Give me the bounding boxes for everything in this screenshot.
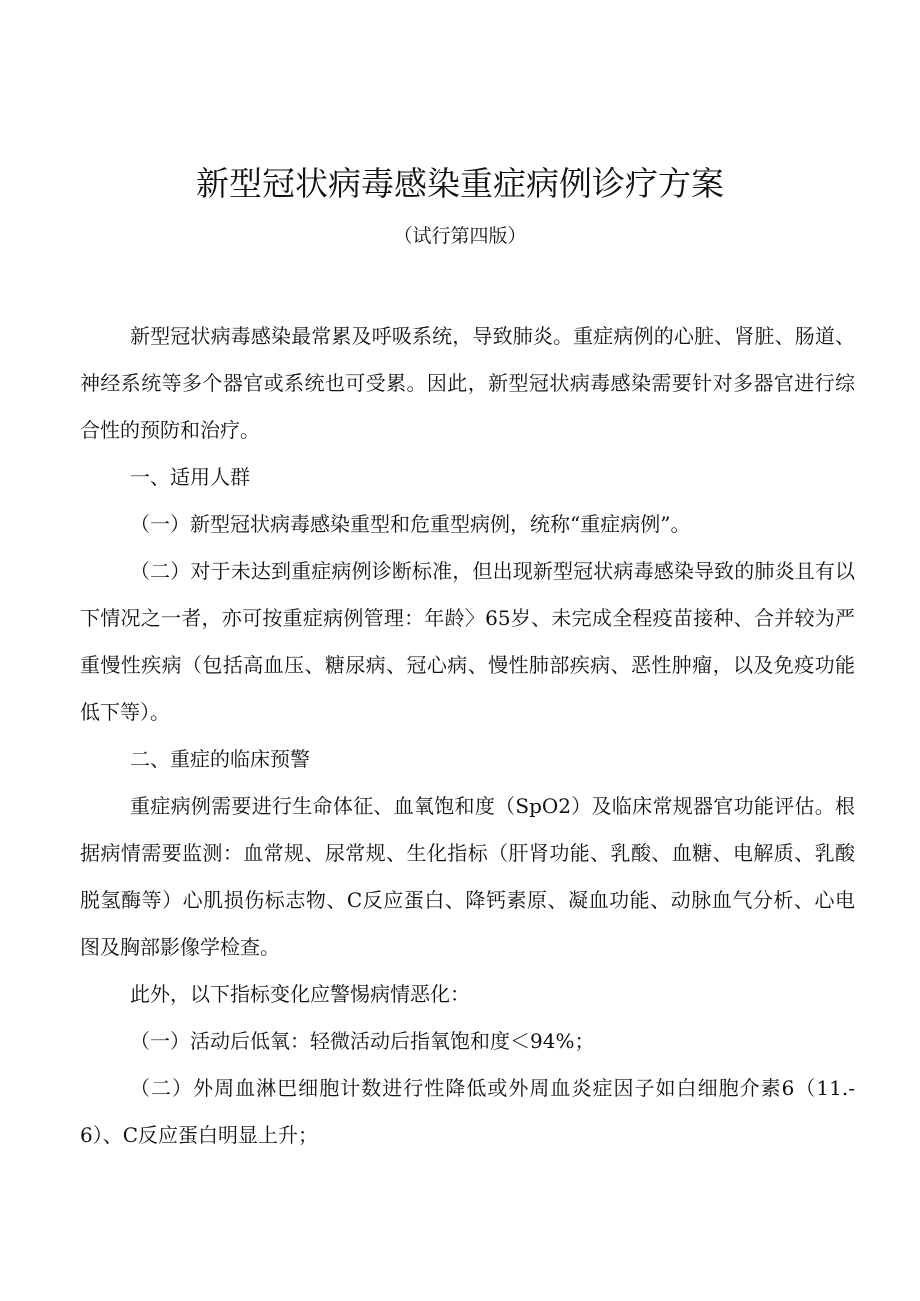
document-body <box>80 313 855 1159</box>
section-heading-clinical-warning: 二、重症的临床预警 <box>130 747 310 771</box>
paragraph-item-2-2: （二）外周血淋巴细胞计数进行性降低或外周血炎症因子如白细胞介素6（11.-6）、C反应蛋白明显上升； <box>80 1076 855 1147</box>
paragraph-intro: 新型冠状病毒感染最常累及呼吸系统，导致肺炎。重症病例的心脏、肾脏、肠道、神经系统等多个器官或系统也可受累。因此，新型冠状病毒感染需要针对多器官进行综合性的预防和治疗。 <box>80 324 855 442</box>
paragraph-warning-intro: 此外，以下指标变化应警惕病情恶化： <box>130 982 470 1006</box>
document-title: 新型冠状病毒感染重症病例诊疗方案 <box>196 164 724 203</box>
document-subtitle: （试行第四版） <box>393 225 527 247</box>
section-heading-applicable-population: 一、适用人群 <box>130 465 250 489</box>
paragraph-monitoring: 重症病例需要进行生命体征、血氧饱和度（SpO2）及临床常规器官功能评估。根据病情需要监测：血常规、尿常规、生化指标（肝肾功能、乳酸、血糖、电解质、乳酸脱氢酶等）心肌损伤标志物、C反应蛋白、降钙素原、凝血功能、动脉血气分析、心电图及胸部影像学检查。 <box>80 794 855 959</box>
paragraph-item-1-1: （一）新型冠状病毒感染重型和危重型病例，统称“重症病例”。 <box>130 512 691 536</box>
paragraph-item-2-1: （一）活动后低氧：轻微活动后指氧饱和度＜94%； <box>130 1029 595 1053</box>
paragraph-item-1-2: （二）对于未达到重症病例诊断标准，但出现新型冠状病毒感染导致的肺炎且有以下情况之一者，亦可按重症病例管理：年龄〉65岁、未完成全程疫苗接种、合并较为严重慢性疾病（包括高血压、糖尿病、冠心病、慢性肺部疾病、恶性肿瘤，以及免疫功能低下等）。 <box>80 559 855 724</box>
